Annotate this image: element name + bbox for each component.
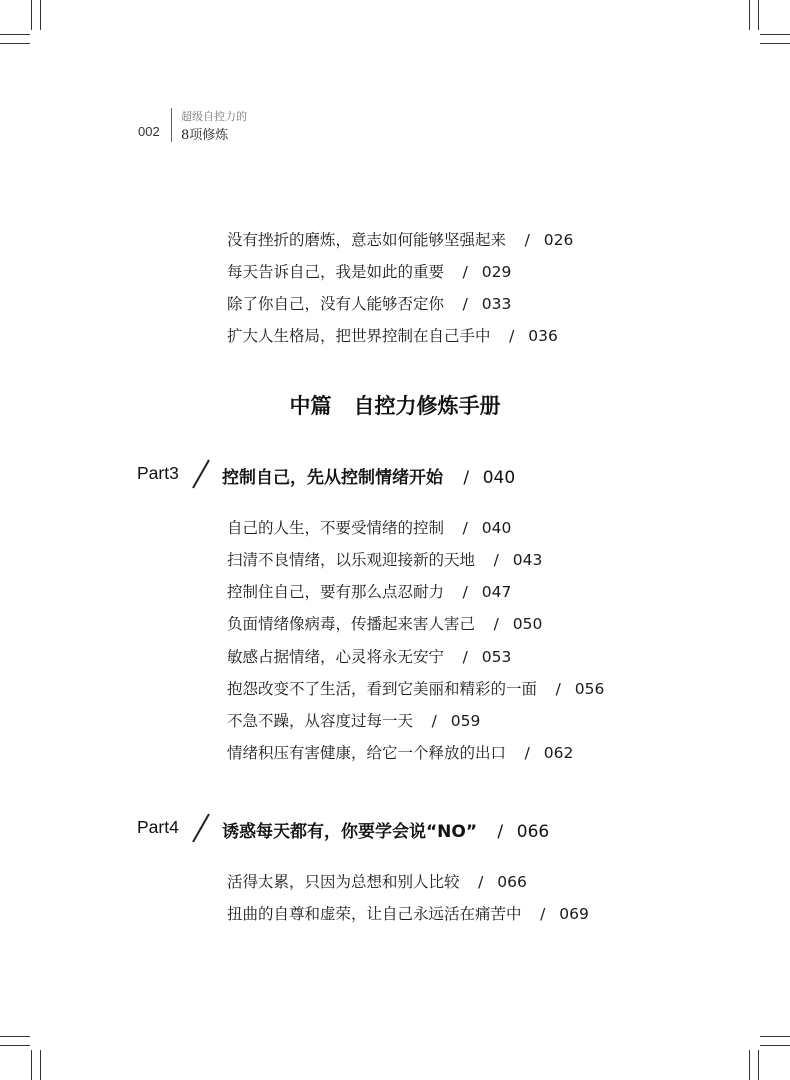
toc-entry[interactable] [227, 292, 511, 314]
section-heading [0, 390, 790, 420]
diagonal-slash-icon [188, 458, 214, 490]
entry-title: 情绪积压有害健康，给它一个释放的出口 [227, 744, 507, 762]
entry-title: 控制住自己，要有那么点忍耐力 [227, 583, 445, 601]
part-label: Part4 [137, 817, 179, 837]
toc-entry[interactable] [227, 580, 511, 602]
entry-separator: / [462, 519, 468, 537]
part-title: 诱惑每天都有，你要学会说“NO” [222, 822, 478, 842]
entry-separator: / [462, 583, 468, 601]
crop-mark-icon [0, 1036, 30, 1037]
section-label: 中篇 [289, 394, 332, 418]
part-heading[interactable] [222, 817, 549, 842]
crop-mark-icon [40, 1050, 41, 1080]
toc-entry[interactable] [227, 612, 542, 634]
toc-entry[interactable] [227, 741, 573, 763]
crop-mark-icon [758, 1050, 759, 1080]
entry-separator: / [462, 263, 468, 281]
toc-entry[interactable] [227, 324, 558, 346]
section-title: 自控力修炼手册 [353, 394, 501, 418]
entry-title: 抱怨改变不了生活，看到它美丽和精彩的一面 [227, 680, 538, 698]
book-subtitle: 超级自控力的 [181, 110, 247, 123]
entry-page: 062 [543, 744, 574, 762]
entry-page: 033 [481, 295, 512, 313]
entry-page: 036 [528, 327, 558, 345]
part-separator: / [463, 468, 470, 488]
crop-mark-icon [760, 1045, 790, 1046]
toc-entry[interactable] [227, 516, 511, 538]
entry-separator: / [555, 680, 561, 698]
entry-separator: / [462, 295, 468, 313]
part-page: 040 [482, 468, 516, 488]
entry-page: 069 [559, 905, 589, 923]
entry-title: 自己的人生，不要受情绪的控制 [227, 519, 445, 537]
entry-title: 敏感占据情绪，心灵将永无安宁 [227, 648, 445, 666]
entry-page: 056 [574, 680, 605, 698]
crop-mark-icon [31, 1050, 32, 1080]
part-separator: / [497, 822, 504, 842]
entry-page: 043 [512, 551, 543, 569]
entry-separator: / [524, 744, 530, 762]
entry-separator: / [509, 327, 515, 345]
entry-page: 029 [481, 263, 512, 281]
crop-mark-icon [40, 0, 41, 30]
crop-mark-icon [0, 34, 30, 35]
toc-entry[interactable] [227, 228, 573, 250]
entry-separator: / [493, 551, 499, 569]
crop-mark-icon [0, 1045, 30, 1046]
toc-entry[interactable] [227, 677, 604, 699]
entry-title: 扭曲的自尊和虚荣，让自己永远活在痛苦中 [227, 905, 522, 923]
book-title: 8项修炼 [181, 128, 229, 143]
toc-entry[interactable] [227, 709, 480, 731]
entry-title: 除了你自己，没有人能够否定你 [227, 295, 445, 313]
entry-title: 没有挫折的磨炼，意志如何能够坚强起来 [227, 231, 507, 249]
entry-title: 负面情绪像病毒，传播起来害人害己 [227, 615, 476, 633]
entry-separator: / [478, 873, 484, 891]
entry-title: 扫清不良情绪，以乐观迎接新的天地 [227, 551, 476, 569]
part-heading[interactable] [222, 463, 515, 488]
crop-mark-icon [749, 1050, 750, 1080]
diagonal-slash-icon [188, 812, 214, 844]
toc-entry[interactable] [227, 902, 589, 924]
entry-separator: / [493, 615, 499, 633]
toc-entry[interactable] [227, 870, 527, 892]
part-page: 066 [516, 822, 550, 842]
entry-page: 050 [512, 615, 543, 633]
entry-separator: / [540, 905, 546, 923]
entry-page: 040 [481, 519, 512, 537]
entry-title: 扩大人生格局，把世界控制在自己手中 [227, 327, 491, 345]
entry-page: 066 [497, 873, 527, 891]
entry-page: 026 [543, 231, 574, 249]
crop-mark-icon [749, 0, 750, 30]
entry-title: 每天告诉自己，我是如此的重要 [227, 263, 445, 281]
entry-title: 不急不躁，从容度过每一天 [227, 712, 414, 730]
header-divider [171, 108, 172, 142]
toc-entry[interactable] [227, 548, 542, 570]
crop-mark-icon [31, 0, 32, 30]
entry-title: 活得太累，只因为总想和别人比较 [227, 873, 460, 891]
crop-mark-icon [0, 43, 30, 44]
toc-entry[interactable] [227, 260, 511, 282]
part-label: Part3 [137, 463, 179, 483]
page-number: 002 [138, 124, 160, 139]
entry-page: 059 [450, 712, 481, 730]
crop-mark-icon [760, 1036, 790, 1037]
crop-mark-icon [760, 43, 790, 44]
crop-mark-icon [760, 34, 790, 35]
entry-separator: / [462, 648, 468, 666]
entry-separator: / [431, 712, 437, 730]
entry-page: 053 [481, 648, 512, 666]
toc-entry[interactable] [227, 645, 511, 667]
entry-page: 047 [481, 583, 512, 601]
part-title: 控制自己，先从控制情绪开始 [222, 468, 443, 488]
entry-separator: / [524, 231, 530, 249]
crop-mark-icon [758, 0, 759, 30]
